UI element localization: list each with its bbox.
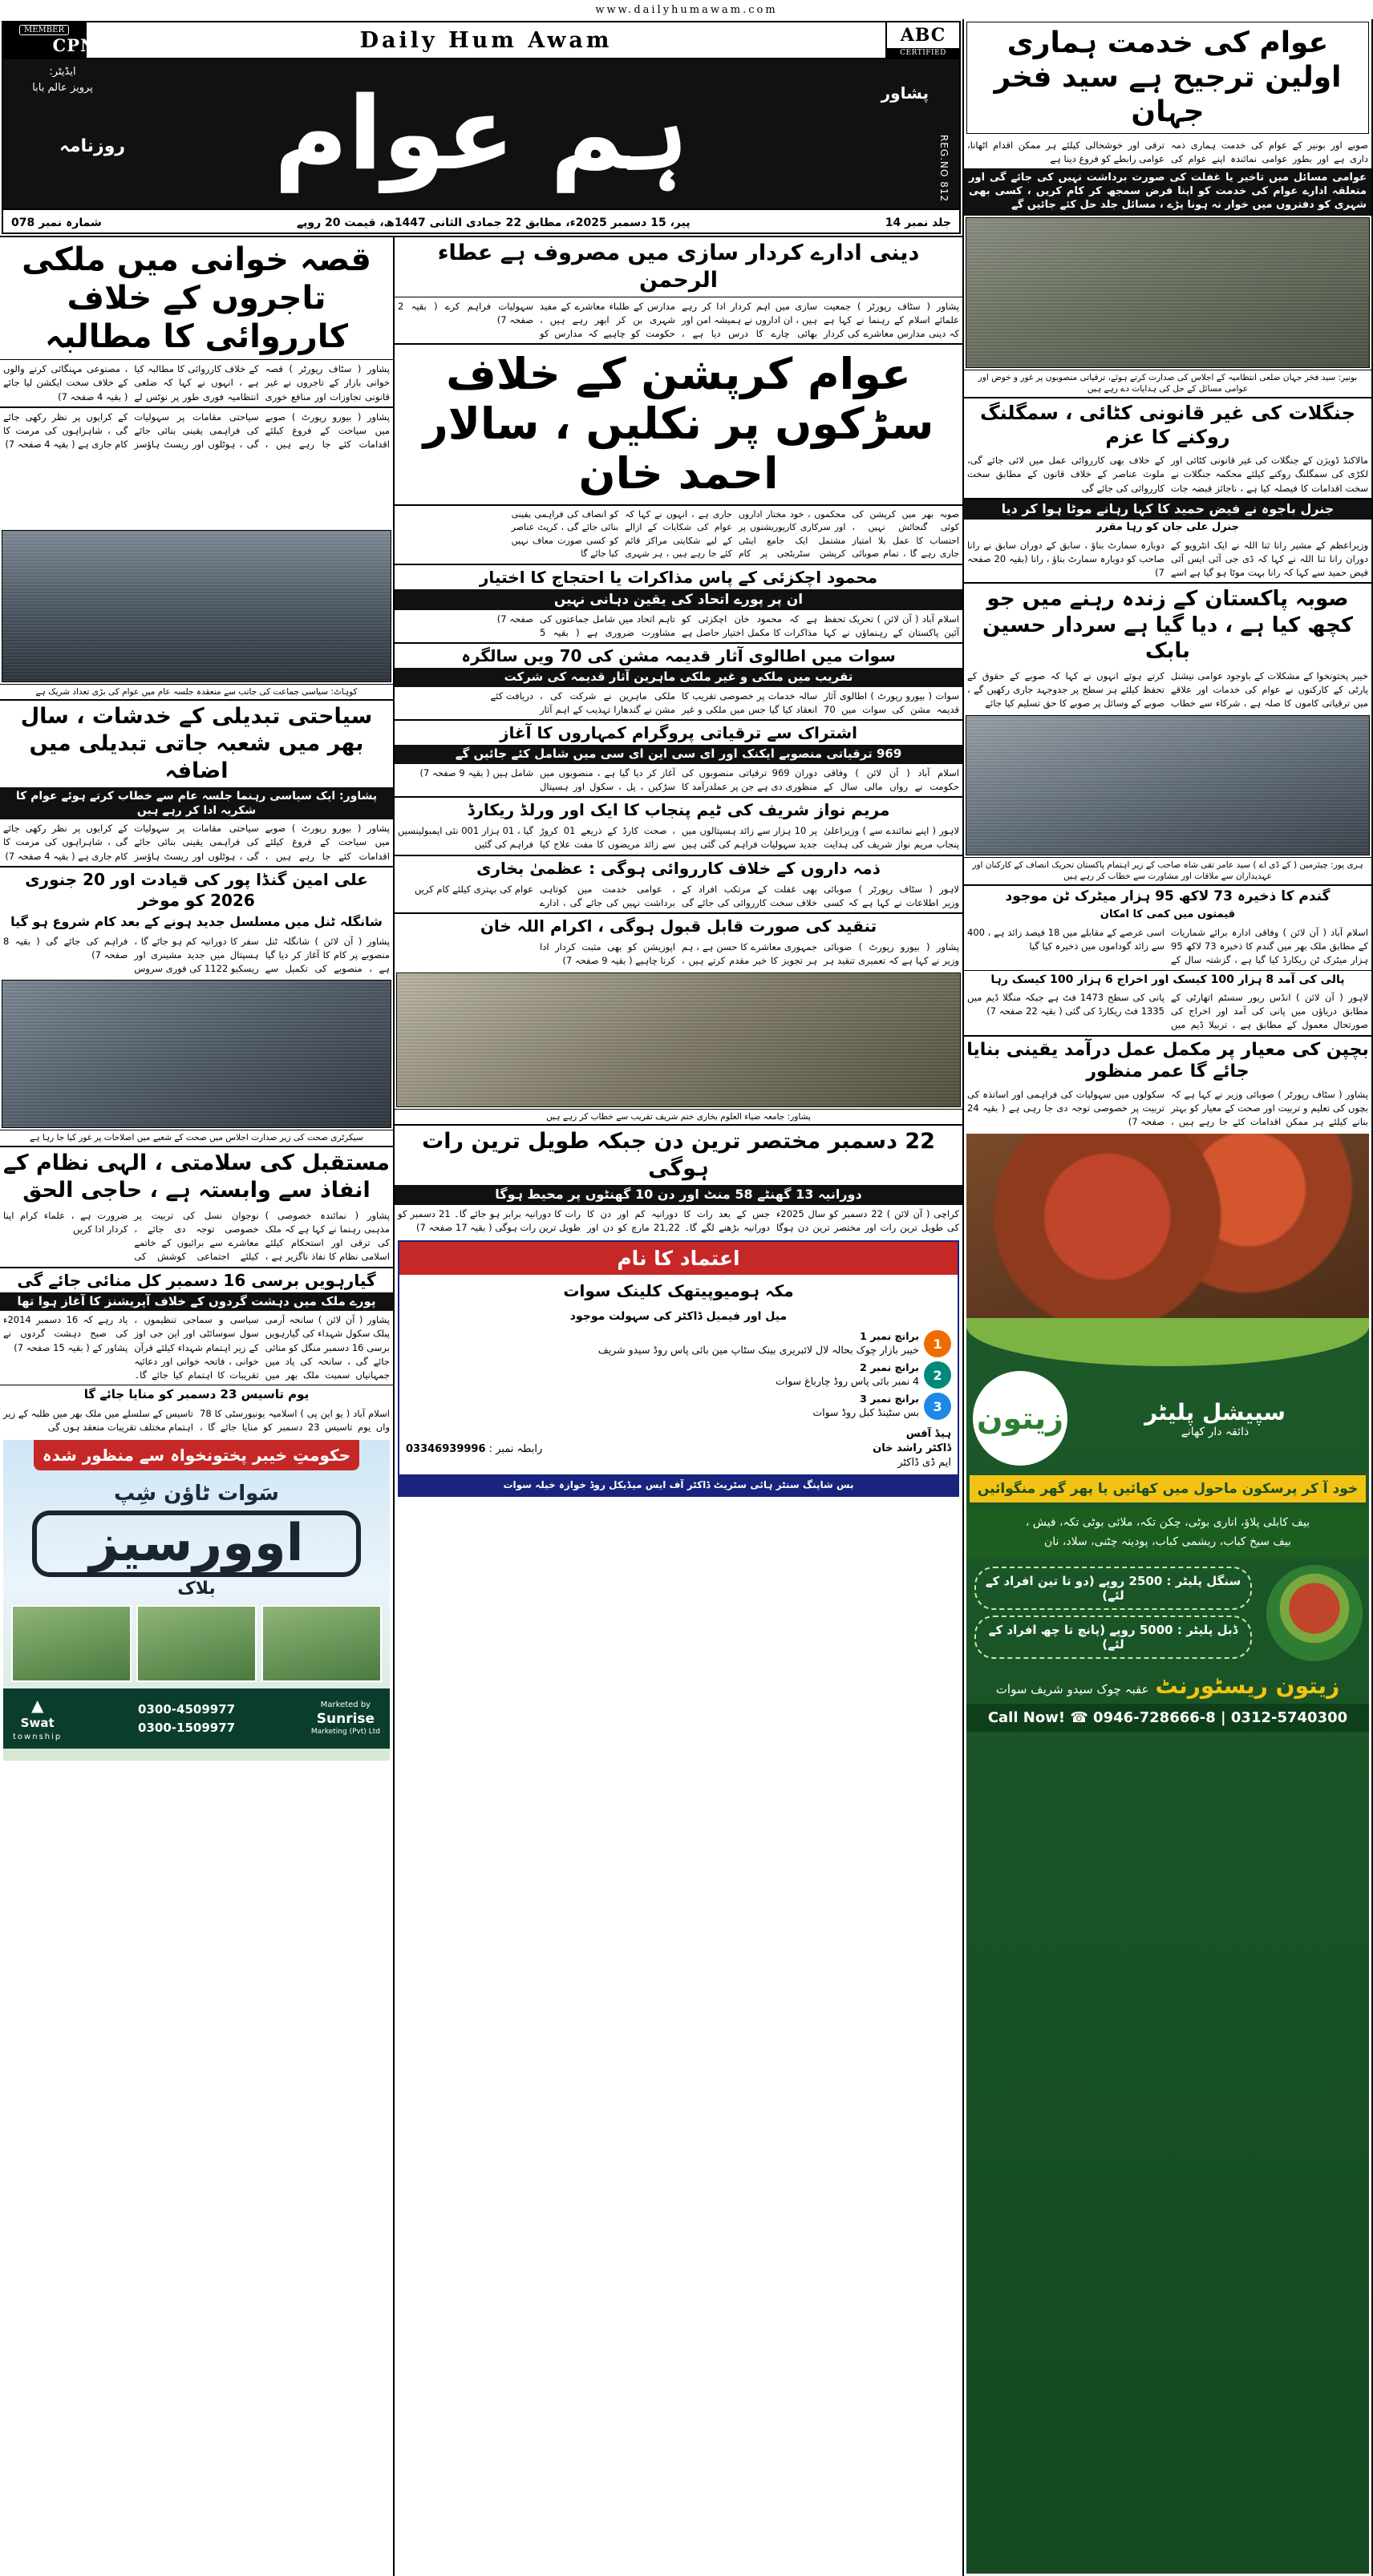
abc-certified-logo [885, 22, 959, 58]
masthead [2, 21, 961, 234]
branch-1-badge: 1 [924, 1330, 951, 1357]
left-story7-headline: بچپن کی معیار پر مکمل عمل درآمد یقینی بنایا جائے گا عمر منظور [966, 1039, 1369, 1082]
center-story8-body: کراچی ( آن لائن ) 22 دسمبر کو سال 2025ء کی طویل ترین رات اور مختصر ترین دن ہوگا جس کے بعد رات کا دورانیہ کم اور دن کا دورانیہ بڑھنے لگے گا۔ 21,22 مارچ کو دن اور رات کا دورانیہ برابر ہو جائے گا۔ 21 دسمبر کو طویل ترین رات ہوگی ( بقیہ 17 صفحہ 7) [398, 1207, 959, 1233]
left-lead-headline-box [966, 22, 1369, 134]
phone-separator: | [1221, 1709, 1226, 1726]
restaurant-menu [966, 1507, 1369, 1559]
clinic-footer-address: بس شاپنگ سنٹر ہائی سٹریٹ ڈاکٹر آف ایس میڈیکل روڈ خوازہ خیلہ سوات [399, 1474, 958, 1495]
editor-label: ایڈیٹر: [49, 66, 76, 78]
branch-2-label: برانچ نمبر 2 [860, 1361, 919, 1374]
center-story8-headline: 22 دسمبر مختصر ترین دن جبکہ طویل ترین رات ہوگی [422, 1129, 935, 1182]
clinic-phone-label: رابطہ نمبر : [488, 1442, 543, 1455]
marketer-name: Sunrise [316, 1711, 375, 1728]
clinic-subtitle: میل اور فیمیل ڈاکٹر کی سہولت موجود [569, 1310, 788, 1324]
township-advertisement[interactable] [3, 1440, 390, 1761]
branch-2-address: 4 نمبر بائی پاس روڈ چارباغ سوات [775, 1375, 919, 1388]
township-brand-small: سَوات ٹاؤن شِپ [114, 1482, 279, 1506]
township-phone-1: 0300-4509977 [138, 1702, 236, 1717]
restaurant-name: زیتون ریسٹورنٹ [1155, 1672, 1340, 1699]
center-story7-body: پشاور ( بیورو رپورٹ ) صوبائی وزیر نے کہا ہے کہ تعمیری تنقید ہر جمہوری معاشرے کا حسن ہے ، ہم ہر تجویز کا خیر مقدم کرتے ہیں ، اپوزیشن کو بھی مثبت کردار ادا کرنا چاہیے ( بقیہ 9 صفحہ 7) [540, 941, 959, 967]
left-story3-headline: جنرل باجوہ نے فیض حمید کا کہا رہانے موٹا ہوا کر دیا [964, 499, 1371, 520]
restaurant-logo-row [966, 1366, 1369, 1470]
podium-photo [396, 973, 961, 1107]
member-label: MEMBER [19, 25, 69, 35]
masthead-date-bar [3, 208, 959, 236]
right-panel [0, 19, 964, 2576]
left-story5-body: اسلام آباد ( آن لائن ) وفاقی ادارہ برائے شماریات کے مطابق ملک بھر میں گندم کا ذخیرہ 73 لاکھ 95 ہزار میٹرک ٹن ریکارڈ کیا گیا ہے ، گزشتہ سال کے اسی عرصے کے مقابلے میں 18 فیصد زائد ہے ، 400 سے زائد گوداموں میں ذخیرہ کیا گیا [967, 926, 1368, 966]
cpne-logo [3, 22, 111, 58]
restaurant-phone-2: 0312-5740300 [1230, 1709, 1348, 1726]
crowd-photo [2, 530, 391, 682]
right-story2-headline: سیاحتی تبدیلی کے خدشات ، سال بھر میں شعبہ جاتی تبدیلی میں اضافہ [20, 704, 373, 783]
restaurant-address: عقبہ چوک سیدو شریف سوات [995, 1681, 1149, 1696]
township-thumb-1 [261, 1605, 382, 1682]
township-logo [13, 1695, 62, 1742]
right-story4-headline: مستقبل کی سلامتی ، الہی نظام کے انفاذ سے وابستہ ہے ، حاجی الحق [3, 1151, 390, 1203]
clinic-doctor-name: ڈاکٹر راشد خان [873, 1442, 951, 1455]
right-story6-headline: یوم تاسیس 23 دسمبر کو منایا جائے گا [83, 1387, 310, 1402]
restaurant-price-double: ڈبل پلیٹر : 5000 روپے (پانچ تا چھ افراد کے لئے) [974, 1616, 1252, 1659]
left-story5-headline: گندم کا ذخیرہ 73 لاکھ 95 ہزار میٹرک ٹن موجود [1005, 888, 1330, 904]
township-marketer [311, 1700, 380, 1737]
left-lead-body-1: صوبے اور بونیر کے عوام کی خدمت ہماری ذمہ داری ہے اور بطور عوامی نمائندہ اپنے عوام کی ترقی اور خوشحالی کیلئے ہر ممکن اقدام اٹھانا، عوامی رابطے کو فروغ دینا ہے [967, 139, 1368, 164]
edition-city: پشاور [881, 83, 929, 103]
right-story5-sub: پورے ملک میں دہشت گردوں کے خلاف آپریشنز کا آغاز ہوا تھا [0, 1292, 393, 1312]
center-story4-sub: 969 ترقیاتی منصوبے ایکنک اور ای سی این ای سی میں شامل کئے جائیں گے [395, 745, 962, 764]
center-story5-body: لاہور ( اپنے نمائندے سے ) وزیراعلیٰ پنجاب مریم نواز شریف کی ہدایت پر 10 ہزار سے زائد ہسپتالوں میں جدید سہولیات فراہم کی گئی ہیں ، صحت کارڈ کے ذریعے 01 کروڑ سے زائد مریضوں کا مفت علاج کیا گیا ، 01 ہزار 001 نئی ایمبولینسیں فراہم کی گئیں [398, 825, 959, 851]
left-panel [964, 19, 1373, 2576]
menu-line-2: بیف سیخ کباب، ریشمی کباب، پودینہ چٹنی، سلاد، نان [1043, 1535, 1292, 1549]
issue-number: شمارہ نمبر 078 [11, 216, 102, 229]
right-story6-body: اسلام آباد ( یو این پی ) اسلامیہ یونیورسٹی کا 78 واں یوم تاسیس 23 دسمبر کو منایا جائے گا ، تاسیس کے سلسلے میں ملک بھر میں طلبہ کے زیر اہتمام مختلف تقریبات منعقد ہوں گی [3, 1407, 390, 1434]
branch-1-label: برانچ نمبر 1 [860, 1330, 919, 1343]
township-thumb-2 [136, 1605, 257, 1682]
township-phone-2: 0300-1509977 [138, 1720, 236, 1735]
township-logo-name: Swat [20, 1716, 55, 1731]
center-story3-sub: تقریب میں ملکی و غیر ملکی ماہرین آثار قدیمہ کی شرکت [395, 668, 962, 687]
right-story2-sub: پشاور: ایک سیاسی رہنما جلسہ عام سے خطاب کرتے ہوئے عوام کا شکریہ ادا کر رہے ہیں [0, 787, 393, 819]
urdu-masthead-logo: ہم عوام [273, 75, 689, 192]
website-url: www.dailyhumawam.com [595, 3, 778, 16]
clinic-doctor-row [399, 1424, 958, 1474]
center-story6-headline: ذمہ داروں کے خلاف کارروائی ہوگی : عظمیٰ بخاری [476, 858, 881, 878]
left-story4-body: خیبر پختونخوا کے مشکلات کے باوجود عوامی نیشنل پارٹی کے کارکنوں نے عوام کی خدمات اور علاقے میں ترقیاتی کاموں کا صلہ ہے ، شرکاء سے خطاب کرتے ہوئے انہوں نے کہا کہ صوبے کے حقوق کے تحفظ کیلئے ہر سطح پر جدوجہد جاری رکھیں گے ، صوبے کے وسائل پر صوبے کا حق تسلیم کیا جائے [967, 669, 1368, 710]
clinic-advertisement[interactable] [398, 1240, 959, 1497]
clinic-branch-2 [406, 1361, 951, 1389]
menu-line-1: بیف کابلی پلاؤ، اناری بوٹی، چکن تکہ، ملائی بوٹی تکہ، فیش ، [1025, 1516, 1310, 1530]
township-phones[interactable] [138, 1700, 235, 1737]
restaurant-advertisement[interactable] [966, 1134, 1369, 2574]
center-story3-headline: سوات میں اطالوی آثار قدیمہ مشن کی 70 ویں سالگرہ [461, 646, 896, 666]
podium-photo-caption: پشاور: جامعہ ضیاء العلوم بخاری ختم شریف تقریب سے خطاب کر رہے ہیں [395, 1109, 962, 1125]
crowd-photo-caption: کوہاٹ: سیاسی جماعت کی جانب سے منعقدہ جلسہ عام میں عوام کی بڑی تعداد شریک ہے [0, 684, 393, 700]
branch-2-badge: 2 [924, 1361, 951, 1389]
right-story1-headline: قصہ خوانی میں ملکی تاجروں کے خلاف کارروائی کا مطالبہ [22, 241, 371, 355]
branch-3-badge: 3 [924, 1393, 951, 1420]
restaurant-logo [973, 1371, 1067, 1466]
group-photo-caption: ہری پور: چیئرمین ( کے ڈی اے ) سید عامر تقی شاہ صاحب کے زیر اہتمام پاکستان تحریک انصاف کے کارکنان اور عہدیداران سے ملاقات اور مشاورت سے خطاب کر رہے ہیں [964, 857, 1371, 884]
clinic-ad-title: اعتماد کا نام [399, 1242, 958, 1275]
masthead-logo-area [3, 59, 959, 208]
restaurant-logo-text: زیتون [977, 1401, 1063, 1437]
right-filler-body: پشاور ( بیورو رپورٹ ) صوبے میں سیاحت کے فروغ کیلئے اقدامات کئے جا رہے ہیں ، سیاحتی مقامات پر سہولیات کی فراہمی یقینی بنائی جائے گی ، ہوٹلوں اور ریسٹ ہاؤسز کے کرایوں پر نظر رکھی جائے گی ، شاہراہوں کی مرمت کا کام جاری ہے ( بقیہ 4 صفحہ 7) [3, 410, 390, 451]
right-story4-body: پشاور ( نمائندہ خصوصی ) مذہبی رہنما نے کہا ہے کہ ملک کی ترقی اور استحکام کیلئے اسلامی نظام کا نفاذ ناگزیر ہے ، نوجوان نسل کی تربیت پر خصوصی توجہ دی جائے ، معاشرے سے برائیوں کے خاتمے کیلئے اجتماعی کوشش کی ضرورت ہے ، علماء کرام اپنا کردار ادا کریں [3, 1209, 390, 1263]
branch-3-label: برانچ نمبر 3 [860, 1393, 919, 1405]
main-content-row [0, 236, 962, 2576]
branch-1-address: خیبر بازار چوک بحالہ لال لائبریری بینک سٹاپ مین بائی پاس روڈ سیدو شریف [597, 1344, 919, 1357]
english-paper-name: Daily Hum Awam [359, 27, 613, 53]
editor-name: پرویز عالم بابا [32, 81, 93, 94]
center-story4-headline: اشتراک سے ترقیاتی پروگرام کمہاروں کا آغاز [499, 723, 858, 743]
right-story5-body: پشاور ( آن لائن ) سانحہ آرمی پبلک سکول شہداء کی گیارہویں برسی 16 دسمبر منگل کو منائی جائے گی ، سانحہ کی یاد میں جمہانیاں سمیت ملک بھر میں سیاسی و سماجی تنظیموں ، سول سوسائٹی اور این جی اوز کے زیر اہتمام شہداء کیلئے قرآن خوانی ، فاتحہ خوانی اور دعائیہ تقریبات کا اہتمام کیا جائے گا۔ یاد رہے کہ 16 دسمبر 2014ء کی صبح دہشت گردوں نے پشاور کے ( بقیہ 15 صفحہ 7) [3, 1314, 390, 1381]
restaurant-special-plate: سپیشل پلیٹر [1144, 1398, 1286, 1425]
center-story6-body: لاہور ( سٹاف رپورٹر ) صوبائی وزیر اطلاعات نے کہا ہے کہ کسی بھی غفلت کے مرتکب افراد کے خلاف سخت کارروائی کی جائے گی ، عوامی خدمت میں کوتاہی برداشت نہیں کی جائے گی ، ادارے عوام کی بہتری کیلئے کام کریں [414, 883, 959, 908]
center-story2-sub: ان پر پورے اتحاد کی یقین دہانی نہیں [395, 589, 962, 610]
center-story2-body: اسلام آباد ( آن لائن ) تحریک تحفظ آئین پاکستان کے رہنماؤں نے کہا ہے کہ محمود خان اچکزئی کو مذاکرات کا مکمل اختیار حاصل ہے تاہم اتحاد میں شامل جماعتوں کی مشاورت ضروری ہے ( بقیہ 5 صفحہ 7) [496, 613, 959, 638]
left-lead-headline: عوام کی خدمت ہماری اولین ترجیح ہے سید فخر جہان [994, 26, 1342, 129]
right-story1-body: پشاور ( سٹاف رپورٹر ) قصہ خوانی بازار کے تاجروں نے غیر قانونی تجاوزات اور منافع خوری کے خلاف کارروائی کا مطالبہ کیا ہے ، انہوں نے کہا کہ ضلعی انتظامیہ فوری طور پر نوٹس لے ، مصنوعی مہنگائی کرنے والوں کے خلاف سخت ایکشن لیا جائے ( بقیہ 4 صفحہ 7) [3, 363, 390, 402]
right-story5-headline: گیارہویں برسی 16 دسمبر کل منائی جائے گی [17, 1270, 376, 1290]
right-story3-sub: شانگلہ ٹنل میں مسلسل جدید ہونے کے بعد کام شروع ہو گیا [10, 913, 383, 929]
right-story3-body: پشاور ( آن لائن ) شانگلہ ٹنل منصوبے پر کام کا آغاز کر دیا گیا ہے ، منصوبے کی تکمیل سے سفر کا دورانیہ کم ہو جائے گا ، ہسپتال میں جدید مشینری اور ریسکیو 1122 کی فوری سروس فراہم کی جائے گی ( بقیہ 8 صفحہ 7) [3, 935, 390, 975]
rightmost-column [0, 236, 393, 2576]
clinic-phone-block[interactable] [406, 1443, 542, 1455]
roznama-label: روزنامہ [59, 136, 126, 156]
restaurant-ribbon-text: خود آ کر پرسکون ماحول میں کھائیں یا پھر گھر منگوائیں [970, 1475, 1366, 1502]
editor-block [14, 64, 111, 95]
restaurant-price-single: سنگل پلیٹر : 2500 روپے (دو تا تین افراد کے لئے) [974, 1567, 1252, 1610]
phone-icon: ☎ [1070, 1709, 1088, 1726]
restaurant-prices-row [966, 1559, 1369, 1668]
left-story5-sub: قیمتوں میں کمی کا امکان [1100, 908, 1236, 921]
township-thumb-3 [11, 1605, 132, 1682]
restaurant-call-bar[interactable] [966, 1704, 1369, 1732]
left-story6-headline: پالی کی آمد 8 ہزار 100 کیسک اور اخراج 6 ہزار 100 کیسک رہا [990, 973, 1345, 986]
publication-date: پیر، 15 دسمبر 2025ء، مطابق 22 جمادی الثانی 1447ھ، قیمت 20 روپے [296, 216, 691, 229]
clinic-phone-number: 03346939996 [406, 1442, 486, 1455]
left-story2-headline: جنگلات کی غیر قانونی کٹائی ، سمگلنگ روکنے کا عزم [980, 402, 1355, 449]
center-story3-body: سوات ( بیورو رپورٹ ) اطالوی آثار قدیمہ مشن کی سوات میں 70 سالہ خدمات پر خصوصی تقریب کا انعقاد کیا گیا جس میں ملکی و غیر ملکی ماہرین نے شرکت کی ، مشن نے گندھارا تہذیب کے اہم آثار دریافت کئے [490, 689, 959, 715]
group-photo [966, 715, 1370, 855]
cpne-label: CPNE [52, 35, 111, 55]
abc-certified-label: CERTIFIED [887, 48, 959, 58]
center-mega-body: صوبہ بھر میں کرپشن کی کوئی گنجائش نہیں ، احتساب کا عمل بلا امتیاز جاری رہے گا ، تمام صوبائی محکموں ، خود مختار اداروں اور سرکاری کارپوریشنوں پر مشتمل ایک جامع اینٹی کرپشن سٹریٹجی پر کام جاری ہے ، انہوں نے کہا کہ عوام کی شکایات کے ازالے کے لیے شکایتی مراکز قائم کئے جا رہے ہیں ، ہر شہری کو انصاف کی فراہمی یقینی بنائی جائے گی ، کرپٹ عناصر کو کسی صورت معاف نہیں کیا جائے گا [511, 508, 959, 560]
food-photo-circle [1266, 1565, 1363, 1661]
masthead-top-bar [3, 22, 959, 59]
restaurant-special-tag: ذائقہ دار کھانے [1181, 1425, 1249, 1438]
center-story8-sub: دورانیہ 13 گھنٹے 58 منٹ اور دن 10 گھنٹوں پر محیط ہوگا [395, 1185, 962, 1205]
left-story3-body: وزیراعظم کے مشیر رانا ثنا اللہ نے ایک انٹرویو کے دوران رانا ثنا اللہ نے کہا کہ ڈی جی آئی ایس آئی فیض حمید سے کہا کہ رانا بہت موٹا ہو گیا ہے اسے دوبارہ سمارٹ بناؤ ، سابق کے دوران سابق نے رانا صاحب کو دوبارہ سمارٹ بناؤ ، رانا (بقیہ 20 صفحہ 7) [967, 539, 1368, 579]
center-story5-headline: مریم نواز شریف کی ٹیم پنجاب کا ایک اور ورلڈ ریکارڈ [467, 800, 890, 820]
volume-number: جلد نمبر 14 [885, 216, 951, 229]
right-story3-headline: علی امین گنڈا پور کی قیادت اور 20 جنوری 2026 کو موخر [25, 869, 368, 910]
page-body [0, 19, 1373, 2576]
left-story3-sub: جنرل علی جان کو رہا مقرر [1096, 520, 1240, 533]
food-photo-top [966, 1134, 1369, 1318]
clinic-doctor-label: ہیڈ آفس [905, 1428, 951, 1441]
left-lead-body-2: عوامی مسائل میں تاخیر یا غفلت کی صورت برداشت نہیں کی جائے گی اور متعلقہ ادارے عوام کی خدمت کو اپنا فرض سمجھ کر کام کریں ، کسی بھی شہری کو دفتروں میں خوار نہ ہونا پڑے ، مسائل جلد حل کئے جائیں گے [964, 168, 1371, 216]
marketer-subtitle: Marketing (Pvt) Ltd [310, 1728, 380, 1737]
center-story2-headline: محمود اچکزئی کے پاس مذاکرات یا احتجاج کا اختیار [479, 567, 878, 587]
conference-photo-caption: سیکرٹری صحت کی زیر صدارت اجلاس میں صحت کے شعبے میں اصلاحات پر غور کیا جا رہا ہے [0, 1130, 393, 1146]
left-story2-body: مالاکنڈ ڈویژن کے جنگلات کی غیر قانونی کٹائی اور لکڑی کی سمگلنگ روکنے کیلئے محکمہ جنگلات نے سخت اقدامات کا فیصلہ کیا ہے ، ناجائز قبضہ جات کے خلاف بھی کارروائی عمل میں لائی جائے گی، ملوث عناصر کے خلاف قانون کے مطابق سخت کارروائی کی جائے گی [967, 455, 1368, 494]
township-photo-thumbs [3, 1599, 390, 1688]
clinic-name: مکہ ہومیوپیتھک کلینک سوات [563, 1281, 794, 1301]
restaurant-identity [966, 1668, 1369, 1704]
township-logo-sub: township [13, 1732, 63, 1741]
center-story4-body: اسلام آباد ( آن لائن ) وفاقی حکومت نے رواں مالی سال کے دوران 969 ترقیاتی منصوبوں کی منظوری دی ہے جن پر عملدرآمد کا آغاز کر دیا گیا ہے ، منصوبوں میں سڑکیں ، پل ، سکول اور ہسپتال شامل ہیں ( بقیہ 9 صفحہ 7) [419, 766, 959, 792]
center-story1-headline: دینی ادارے کردار سازی میں مصروف ہے عطاء الرحمن [437, 241, 920, 293]
meeting-room-photo [966, 217, 1370, 368]
township-approval-badge: حکومتِ خیبر پختونخواہ سے منظور شدہ [34, 1440, 359, 1470]
abc-label: ABC [900, 25, 946, 46]
center-story7-headline: تنقید کی صورت قابل قبول ہوگی ، اکرام اللہ خان [480, 916, 877, 936]
clinic-branch-1 [406, 1330, 951, 1357]
township-brand-sub: بلاک [177, 1579, 216, 1599]
clinic-branch-3 [406, 1393, 951, 1420]
decorative-wave [966, 1318, 1369, 1366]
registration-number: REG.NO 812 [938, 134, 950, 202]
left-story4-headline: صوبہ پاکستان کے زندہ رہنے میں جو کچھ کیا ہے ، دیا گیا ہے سردار حسین بابک [982, 587, 1353, 664]
conference-photo [2, 980, 391, 1128]
masthead-row [0, 19, 962, 236]
restaurant-phone-1: 0946-728666-8 [1093, 1709, 1216, 1726]
center-column [393, 236, 962, 2576]
mountain-icon: ▲ [30, 1696, 44, 1716]
left-story7-body: پشاور ( سٹاف رپورٹر ) صوبائی وزیر نے کہا ہے کہ بچوں کی تعلیم و تربیت اور صحت کے معیار کو بہتر بنانے کیلئے ہر ممکن اقدامات کئے جا رہے ہیں ، سکولوں میں سہولیات کی فراہمی اور اساتذہ کی تربیت پر خصوصی توجہ دی جا رہی ہے ( بقیہ 24 صفحہ 7) [967, 1088, 1368, 1128]
marketed-by-label: Marketed by [320, 1700, 371, 1710]
center-story1-body: پشاور ( سٹاف رپورٹر ) جمعیت علمائے اسلام کے رہنما نے کہا ہے کہ دینی مدارس معاشرے کی کردار سازی میں اہم کردار ادا کر رہے ہیں ، ان اداروں نے ہمیشہ امن اور بھائی چارے کا درس دیا ہے ، مدارس کے طلباء معاشرے کے مفید شہری بن کر ابھر رہے ہیں ، حکومت کو چاہیے کہ مدارس کو سہولیات فراہم کرے ( بقیہ 2 صفحہ 7) [398, 300, 959, 339]
township-footer [3, 1688, 390, 1749]
right-story2-body: پشاور ( بیورو رپورٹ ) صوبے میں سیاحت کے فروغ کیلئے اقدامات کئے جا رہے ہیں ، سیاحتی مقامات پر سہولیات کی فراہمی یقینی بنائی جائے گی ، ہوٹلوں اور ریسٹ ہاؤسز کے کرایوں پر نظر رکھی جائے گی ، شاہراہوں کی مرمت کا کام جاری ہے ( بقیہ 4 صفحہ 7) [3, 823, 390, 862]
call-now-label: Call Now! [987, 1709, 1066, 1726]
township-brand-big: اوورسیز [32, 1510, 361, 1577]
meeting-room-photo-caption: بونیر: سید فخر جہان ضلعی انتظامیہ کے اجلاس کی صدارت کرتے ہوئے، ترقیاتی منصوبوں پر غور و خوض اور عوامی مسائل کے حل کی ہدایات دے رہے ہیں [964, 370, 1371, 397]
clinic-doctor-title: ایم ڈی ڈاکٹر [897, 1457, 951, 1470]
center-mega-headline: عوام کرپشن کے خلاف سڑکوں پر نکلیں ، سالار احمد خان [423, 349, 934, 499]
left-story6-body: لاہور ( آن لائن ) انڈس ریور سسٹم اتھارٹی کے مطابق دریاؤں میں پانی کی آمد اور اخراج کی صورتحال معمول کے مطابق ہے ، تربیلا ڈیم میں پانی کی سطح 1473 فٹ ہے جبکہ منگلا ڈیم میں 1335 فٹ ریکارڈ کی گئی ( بقیہ 22 صفحہ 7) [967, 991, 1368, 1031]
branch-3-address: بس سٹینڈ کبل روڈ سوات [812, 1406, 919, 1419]
